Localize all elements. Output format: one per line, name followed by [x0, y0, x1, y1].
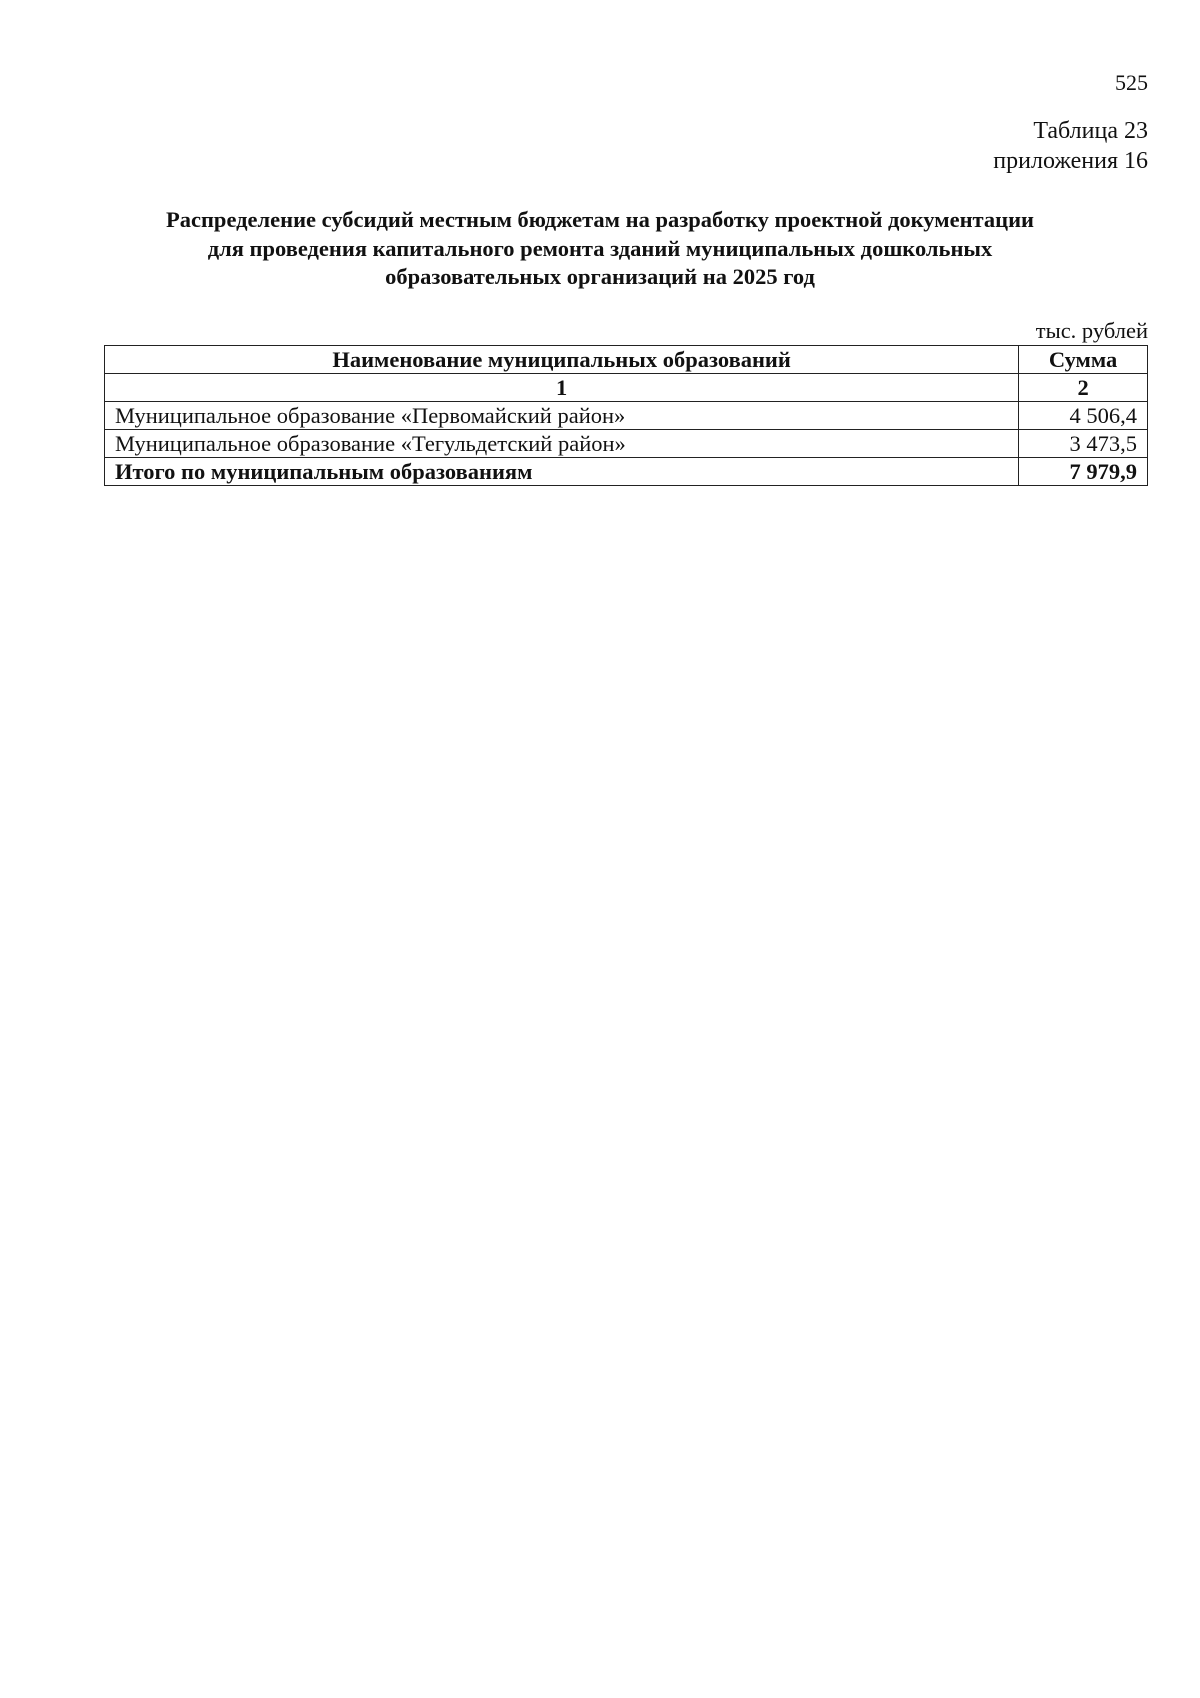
total-row — [105, 458, 1148, 486]
table-reference — [993, 116, 1148, 176]
table-row — [105, 402, 1148, 430]
table-row — [105, 430, 1148, 458]
row-name: Муниципальное образование «Первомайский район» — [105, 402, 1019, 430]
row-sum: 3 473,5 — [1019, 430, 1148, 458]
units-label: тыс. рублей — [1035, 318, 1148, 343]
title-line-2: для проведения капитального ремонта зданий муниципальных дошкольных — [207, 235, 993, 261]
document-title — [100, 206, 1100, 292]
total-name: Итого по муниципальным образованиям — [105, 458, 1019, 486]
page-number: 525 — [1115, 70, 1148, 95]
column-number-1: 1 — [105, 374, 1019, 402]
title-line-1: Распределение субсидий местным бюджетам на разработку проектной документации — [165, 207, 1035, 232]
total-sum: 7 979,9 — [1019, 458, 1148, 486]
row-sum: 4 506,4 — [1019, 402, 1148, 430]
header-name: Наименование муниципальных образований — [105, 346, 1019, 374]
title-line-3: образовательных организаций на 2025 год — [385, 264, 815, 289]
subsidy-table — [104, 345, 1148, 486]
column-number-row — [105, 374, 1148, 402]
header-sum: Сумма — [1019, 346, 1148, 374]
row-name: Муниципальное образование «Тегульдетский район» — [105, 430, 1019, 458]
appendix-number: приложения 16 — [993, 148, 1148, 174]
table-number: Таблица 23 — [1033, 118, 1148, 144]
column-number-2: 2 — [1019, 374, 1148, 402]
table-header-row — [105, 346, 1148, 374]
